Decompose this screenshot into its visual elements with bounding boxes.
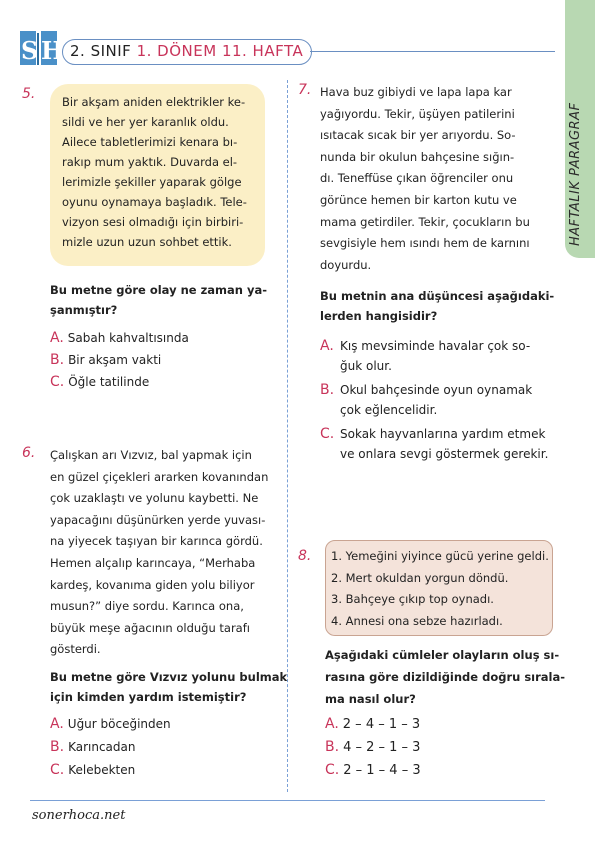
- option-text: Bir akşam vakti: [68, 353, 162, 367]
- term-label: 1. DÖNEM 11. HAFTA: [136, 42, 304, 60]
- passage-line: kardeş, kovanıma giden yolu biliyor: [50, 577, 255, 592]
- option-text: Uğur böceğinden: [67, 717, 171, 731]
- sentence-list: [331, 546, 549, 632]
- option-letter: C.: [50, 762, 65, 778]
- question-line: rasına göre dizildiğinde doğru sırala-: [325, 670, 566, 684]
- list-item: 1. Yemeğini yiyince gücü yerine geldi.: [331, 549, 549, 563]
- passage-line: Bir akşam aniden elektrikler ke-: [62, 95, 246, 109]
- question-line: Bu metne göre Vızvız yolunu bulmak: [50, 670, 288, 684]
- option-text: Kelebekten: [68, 763, 136, 777]
- passage-line: görünce hemen bir karton kutu ve: [320, 192, 517, 207]
- option-letter: B.: [325, 739, 340, 755]
- option-letter: A.: [325, 716, 339, 732]
- question-line: Bu metnin ana düşüncesi aşağıdaki-: [320, 289, 555, 303]
- option-c[interactable]: [320, 424, 548, 464]
- question-line: Bu metne göre olay ne zaman ya-: [50, 283, 267, 297]
- option-text: çok eğlencelidir.: [340, 403, 438, 417]
- option-letter: C.: [320, 426, 335, 442]
- passage-line: nunda bir okulun bahçesine sığın-: [320, 149, 515, 164]
- passage-line: Ailece tabletlerimizi kenara bı-: [62, 135, 238, 149]
- question-line: lerden hangisidir?: [320, 309, 438, 323]
- option-text: ğuk olur.: [340, 359, 392, 373]
- option-text: Okul bahçesinde oyun oynamak: [340, 383, 533, 397]
- option-text: Karıncadan: [68, 740, 136, 754]
- option-a[interactable]: [50, 328, 189, 348]
- option-letter: B.: [50, 352, 65, 368]
- passage-line: yağıyordu. Tekir, üşüyen patilerini: [320, 106, 515, 121]
- passage-line: gösterdi.: [50, 642, 101, 657]
- passage-line: oyunu oynamaya başladık. Tele-: [62, 195, 247, 209]
- header-rule: [310, 51, 555, 52]
- footer-site: sonerhoca.net: [32, 808, 126, 823]
- question-line: için kimden yardım istemiştir?: [50, 690, 247, 704]
- option-text: 4 – 2 – 1 – 3: [343, 740, 421, 755]
- option-letter: B.: [50, 739, 65, 755]
- passage-line: na yiyecek taşıyan bir karınca gördü.: [50, 534, 263, 549]
- question-number: 7.: [298, 82, 312, 98]
- question-text: [320, 286, 554, 326]
- passage-line: Hava buz gibiydi ve lapa lapa kar: [320, 85, 512, 99]
- option-b[interactable]: [325, 737, 420, 758]
- svg-text:H: H: [41, 36, 64, 65]
- passage-line: rakıp mum yaktık. Duvarda el-: [62, 155, 238, 169]
- passage: [320, 82, 530, 276]
- svg-text:S: S: [21, 36, 39, 65]
- passage-line: dı. Teneffüse çıkan öğrenciler onu: [320, 171, 514, 186]
- side-tab-label: HAFTALIK PARAGRAF: [568, 102, 583, 246]
- passage-line: doyurdu.: [320, 257, 372, 272]
- page-title: [70, 42, 303, 60]
- option-a[interactable]: [325, 714, 420, 735]
- option-text: 2 – 1 – 4 – 3: [343, 763, 421, 778]
- question-text: [50, 280, 267, 320]
- question-number: 6.: [22, 445, 36, 461]
- passage-line: yapacağını düşünürken yerde yuvası-: [50, 512, 266, 527]
- passage-line: ısıtacak sıcak bir yer arıyordu. So-: [320, 128, 516, 143]
- option-text: Öğle tatilinde: [68, 375, 150, 389]
- question-number: 8.: [298, 548, 312, 564]
- option-c[interactable]: [50, 760, 135, 780]
- passage-line: Hemen alçalıp karıncaya, “Merhaba: [50, 555, 256, 570]
- option-letter: C.: [50, 374, 65, 390]
- grade-label: 2. SINIF: [70, 42, 132, 60]
- option-letter: A.: [320, 338, 334, 354]
- passage-line: mama getirdiler. Tekir, çocukların bu: [320, 214, 530, 229]
- passage-line: mizle uzun uzun sohbet ettik.: [62, 235, 232, 249]
- option-c[interactable]: [325, 760, 421, 781]
- passage-line: büyük meşe ağacının olduğu tarafı: [50, 620, 250, 635]
- list-item: 4. Annesi ona sebze hazırladı.: [331, 613, 503, 628]
- question-line: Aşağıdaki cümleler olayların oluş sı-: [325, 648, 560, 662]
- passage-line: musun?” diye sordu. Karınca ona,: [50, 599, 244, 614]
- passage-line: sevgisiyle hem ısındı hem de karnını: [320, 236, 530, 251]
- option-text: Kış mevsiminde havalar çok so-: [340, 339, 531, 353]
- passage-line: Çalışkan arı Vızvız, bal yapmak için: [50, 448, 252, 462]
- option-text: 2 – 4 – 1 – 3: [342, 717, 421, 732]
- question-text: [50, 667, 287, 707]
- option-text: ve onlara sevgi göstermek gerekir.: [340, 447, 549, 461]
- passage-line: vizyon sesi olmadığı için birbiri-: [62, 215, 244, 229]
- passage-line: sildi ve her yer karanlık oldu.: [62, 115, 229, 129]
- passage-line: çok uzaklaştı ve yolunu kaybetti. Ne: [50, 491, 259, 506]
- option-text: Sokak hayvanlarına yardım etmek: [340, 427, 546, 441]
- option-letter: A.: [50, 716, 64, 732]
- option-b[interactable]: [50, 737, 135, 757]
- question-number: 5.: [22, 86, 36, 102]
- option-a[interactable]: [50, 714, 171, 734]
- passage-line: en güzel çiçekleri ararken kovanından: [50, 469, 269, 484]
- logo-icon: [19, 28, 64, 68]
- option-a[interactable]: [320, 336, 530, 376]
- question-line: şanmıştır?: [50, 303, 118, 317]
- option-letter: B.: [320, 382, 335, 398]
- option-letter: A.: [50, 330, 64, 346]
- list-item: 2. Mert okuldan yorgun döndü.: [331, 570, 509, 585]
- option-b[interactable]: [50, 350, 161, 370]
- question-line: ma nasıl olur?: [325, 692, 416, 706]
- option-b[interactable]: [320, 380, 532, 420]
- passage: [50, 445, 268, 661]
- option-c[interactable]: [50, 372, 149, 392]
- footer-rule: [30, 800, 545, 801]
- option-letter: C.: [325, 762, 340, 778]
- passage-line: lerimizle şekiller yaparak gölge: [62, 175, 242, 189]
- list-item: 3. Bahçeye çıkıp top oynadı.: [331, 592, 494, 606]
- question-text: [325, 644, 565, 710]
- option-text: Sabah kahvaltısında: [67, 331, 189, 345]
- passage: [62, 92, 247, 252]
